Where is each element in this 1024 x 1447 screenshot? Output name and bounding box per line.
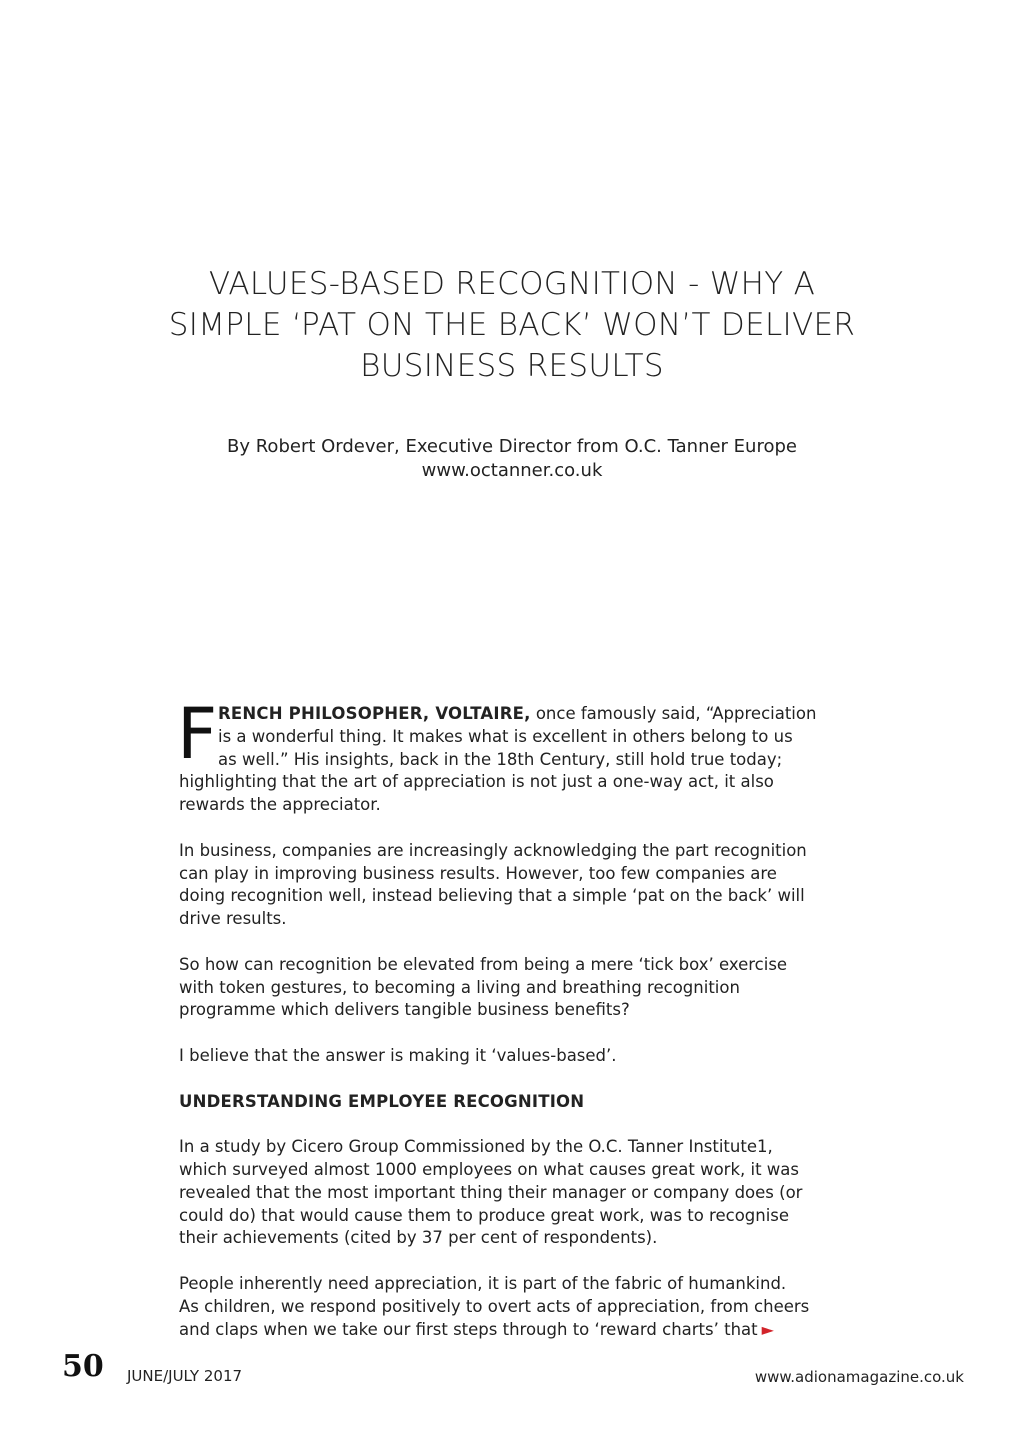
paragraph: In business, companies are increasingly acknowledging the part recognition can play in improving business results. However, too few companies are doing recognition well, instead believing that a simple ‘pat on the back’ will drive results. [179,840,807,929]
page-number: 50 [62,1349,104,1384]
article-title [150,264,874,387]
lead-in: RENCH PHILOSOPHER, VOLTAIRE, [218,704,531,723]
magazine-website-link[interactable]: www.adionamagazine.co.uk [754,1368,964,1386]
intro-paragraph [177,693,859,817]
intro-text: highlighting that the art of appreciation is not just a one-way act, it also [179,772,774,792]
paragraph: I believe that the answer is making it ‘values-based’. [179,1045,617,1065]
author-line: By Robert Ordever, Executive Director from O.C. Tanner Europe [227,436,797,457]
intro-text: is a wonderful thing. It makes what is excellent in others belong to us [218,726,793,746]
byline [150,435,874,483]
article-body [177,693,859,1364]
issue-date: JUNE/JULY 2017 [127,1367,243,1385]
drop-cap: F [177,693,218,775]
paragraph: In a study by Cicero Group Commissioned by the O.C. Tanner Institute1, which surveyed almost 1000 employees on what causes great work, it was revealed that the most important thing their manager or company does (or could do) that would cause them to produce great work, was to recognise their achievements (cited by 37 per cent of respondents). [179,1137,803,1248]
author-url[interactable]: www.octanner.co.uk [421,460,603,481]
section-heading: UNDERSTANDING EMPLOYEE RECOGNITION [179,1091,585,1111]
title-line: VALUES-BASED RECOGNITION - WHY A [208,266,816,302]
paragraph: So how can recognition be elevated from being a mere ‘tick box’ exercise with token gestures, to becoming a living and breathing recognition programme which delivers tangible business benefits? [179,954,788,1020]
title-line: SIMPLE ‘PAT ON THE BACK’ WON’T DELIVER [168,307,856,343]
intro-text: once famously said, “Appreciation [530,704,817,723]
title-line: BUSINESS RESULTS [360,348,664,384]
continue-arrow-icon: ► [761,1319,774,1339]
intro-text: as well.” His insights, back in the 18th Century, still hold true today; [218,749,783,769]
intro-text: rewards the appreciator. [179,795,381,815]
paragraph: People inherently need appreciation, it is part of the fabric of humankind. As children, we respond positively to overt acts of appreciation, from cheers and claps when we take our first steps through to ‘reward charts’ that ► [179,1273,810,1339]
